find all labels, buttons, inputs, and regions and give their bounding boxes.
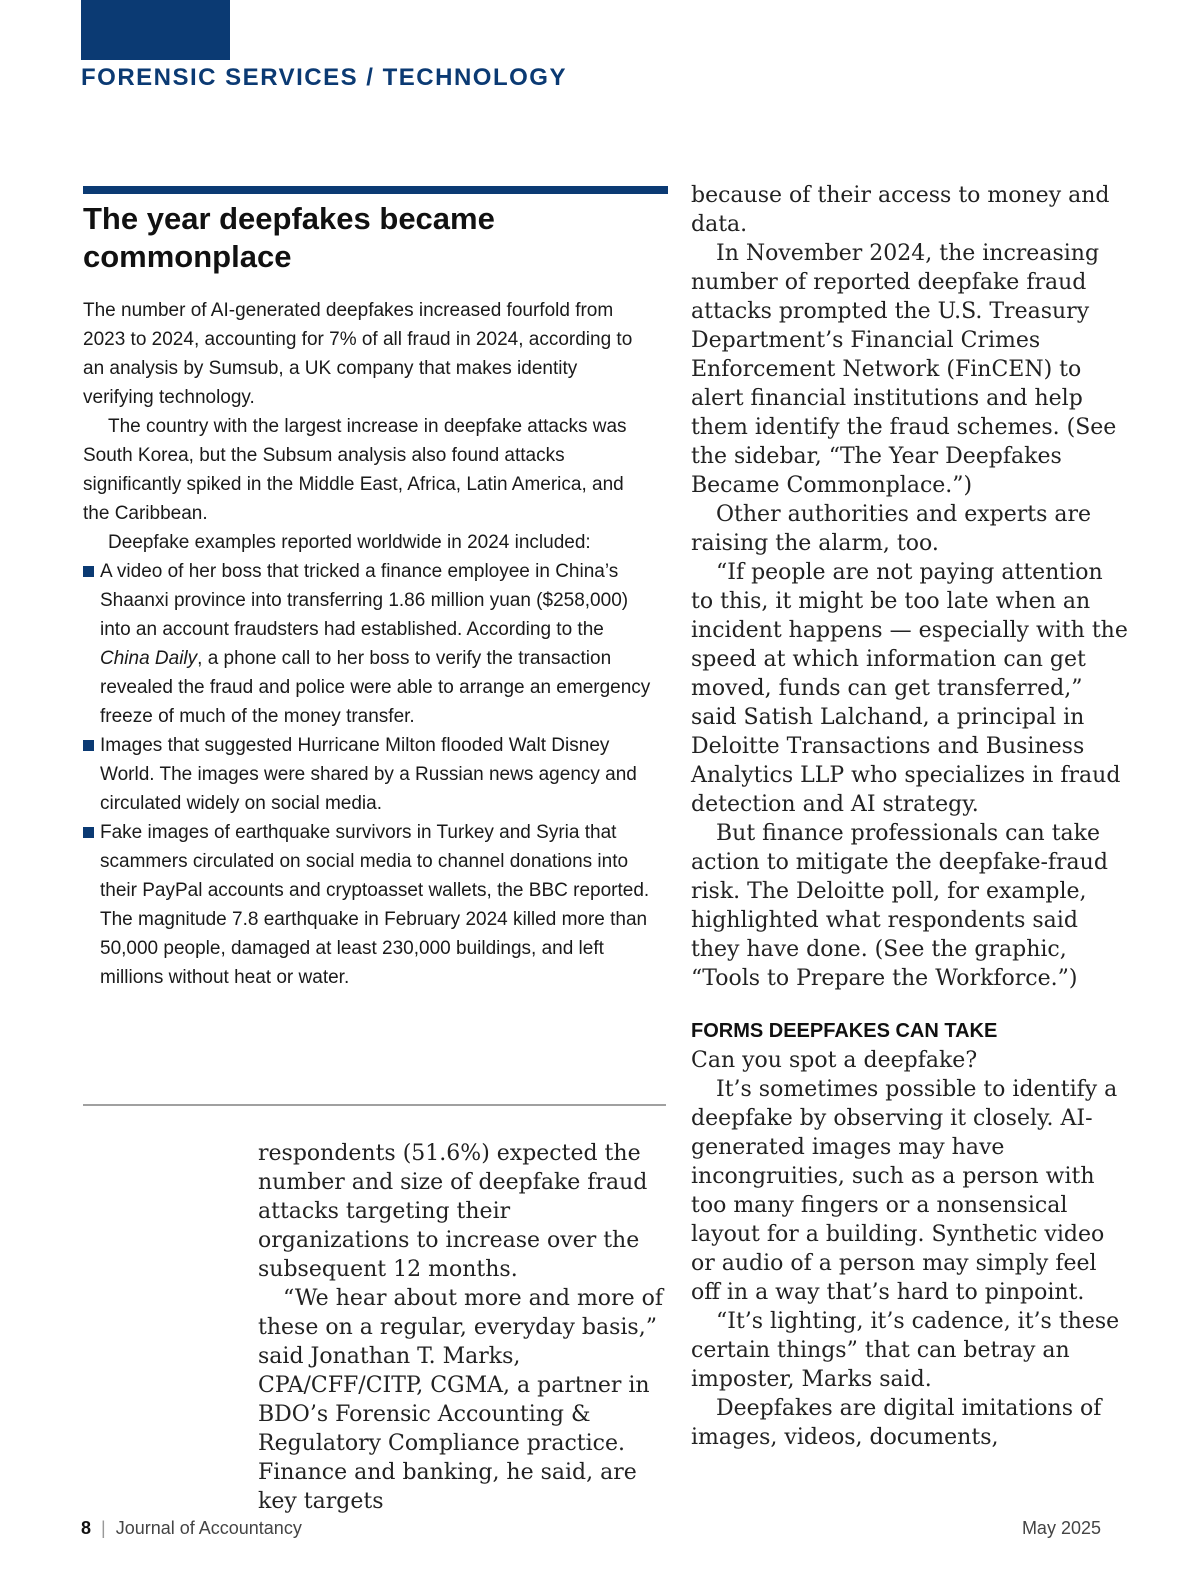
sidebar-paragraph: Deepfake examples reported worldwide in 2024 included: — [108, 532, 591, 553]
issue-date: May 2025 — [1021, 1518, 1101, 1538]
body-paragraph: It’s sometimes possible to identify a deepfake by observing it closely. AI-generated images may have incongruities, such as a person with too many fingers or a nonsensical layout for a building. Synthetic video or audio of a person may simply feel off in a way that’s hard to pinpoint. — [691, 1077, 1118, 1305]
sidebar — [83, 200, 653, 992]
body-paragraph: respondents (51.6%) expected the number and size of deepfake fraud attacks targeting their organizations to increase over the subsequent 12 months. — [258, 1141, 648, 1282]
square-bullet-icon — [83, 740, 94, 751]
bullet-text: Fake images of earthquake survivors in Turkey and Syria that scammers circulated on social media to channel donations into their PayPal accounts and cryptoasset wallets, the BBC reported. The magnitude 7.8 earthquake in February 2024 killed more than 50,000 people, damaged at least 230,000 buildings, and left millions without heat or water. — [100, 822, 650, 988]
body-paragraph: Can you spot a deepfake? — [691, 1048, 978, 1073]
sidebar-paragraph: The number of AI-generated deepfakes increased fourfold from 2023 to 2024, accounting for 7% of all fraud in 2024, according to an analysis by Sumsub, a UK company that makes identity verifying technology. — [83, 300, 633, 408]
section-label: FORENSIC SERVICES / TECHNOLOGY — [81, 64, 567, 91]
body-paragraph: Deepfakes are digital imitations of images, videos, documents, — [691, 1396, 1102, 1450]
body-paragraph: “We hear about more and more of these on a regular, everyday basis,” said Jonathan T. Marks, CPA/CFF/CITP, CGMA, a partner in BDO’s Forensic Accounting & Regulatory Compliance practice. Finance and banking, he said, are key targets — [258, 1286, 663, 1514]
header-color-block — [81, 0, 230, 60]
body-paragraph: because of their access to money and data. — [691, 183, 1110, 237]
subheading: FORMS DEEPFAKES CAN TAKE — [691, 1020, 998, 1042]
square-bullet-icon — [83, 827, 94, 838]
body-paragraph: Other authorities and experts are raising the alarm, too. — [691, 502, 1092, 556]
body-paragraph: But finance professionals can take action to mitigate the deepfake-fraud risk. The Deloitte poll, for example, highlighted what respondents said they have done. (See the graphic, “Tools to Prepare the Workforce.”) — [691, 821, 1108, 991]
sidebar-bottom-rule — [83, 1104, 666, 1106]
page-number: 8 — [81, 1518, 92, 1538]
list-item — [83, 818, 653, 992]
list-item — [83, 731, 653, 818]
body-paragraph: “If people are not paying attention to this, it might be too late when an incident happens — especially with the speed at which information can get moved, funds can get transferred,” said Satish Lalchand, a principal in Deloitte Transactions and Business Analytics LLP who specializes in fraud detection and AI strategy. — [691, 560, 1128, 817]
footer-separator: | — [101, 1518, 106, 1538]
body-paragraph: In November 2024, the increasing number of reported deepfake fraud attacks prompted the U.S. Treasury Department’s Financial Crimes Enforcement Network (FinCEN) to alert financial institutions and help them identify the fraud schemes. (See the sidebar, “The Year Deepfakes Became Commonplace.”) — [691, 241, 1117, 498]
publication-name: China Daily — [100, 648, 198, 669]
sidebar-paragraph: The country with the largest increase in deepfake attacks was South Korea, but the Subsum analysis also found attacks significantly spiked in the Middle East, Africa, Latin America, and the Caribbean. — [83, 416, 627, 524]
bullet-text: , a phone call to her boss to verify the transaction revealed the fraud and police were able to arrange an emergency freeze of much of the money transfer. — [100, 648, 651, 727]
page-footer — [81, 1518, 1101, 1544]
sidebar-title: The year deepfakes became commonplace — [83, 201, 495, 274]
bullet-text: Images that suggested Hurricane Milton flooded Walt Disney World. The images were shared by a Russian news agency and circulated widely on social media. — [100, 735, 637, 814]
sidebar-top-rule — [83, 186, 668, 194]
bullet-text: A video of her boss that tricked a finance employee in China’s Shaanxi province into transferring 1.86 million yuan ($258,000) into an account fraudsters had established. According to the — [100, 561, 629, 640]
square-bullet-icon — [83, 566, 94, 577]
body-paragraph: “It’s lighting, it’s cadence, it’s these certain things” that can betray an imposter, Marks said. — [691, 1309, 1120, 1392]
journal-name: Journal of Accountancy — [115, 1518, 302, 1538]
article-column-left — [258, 1139, 668, 1516]
list-item — [83, 557, 653, 731]
sidebar-bullet-list — [83, 557, 653, 992]
article-column-right — [691, 181, 1131, 1452]
